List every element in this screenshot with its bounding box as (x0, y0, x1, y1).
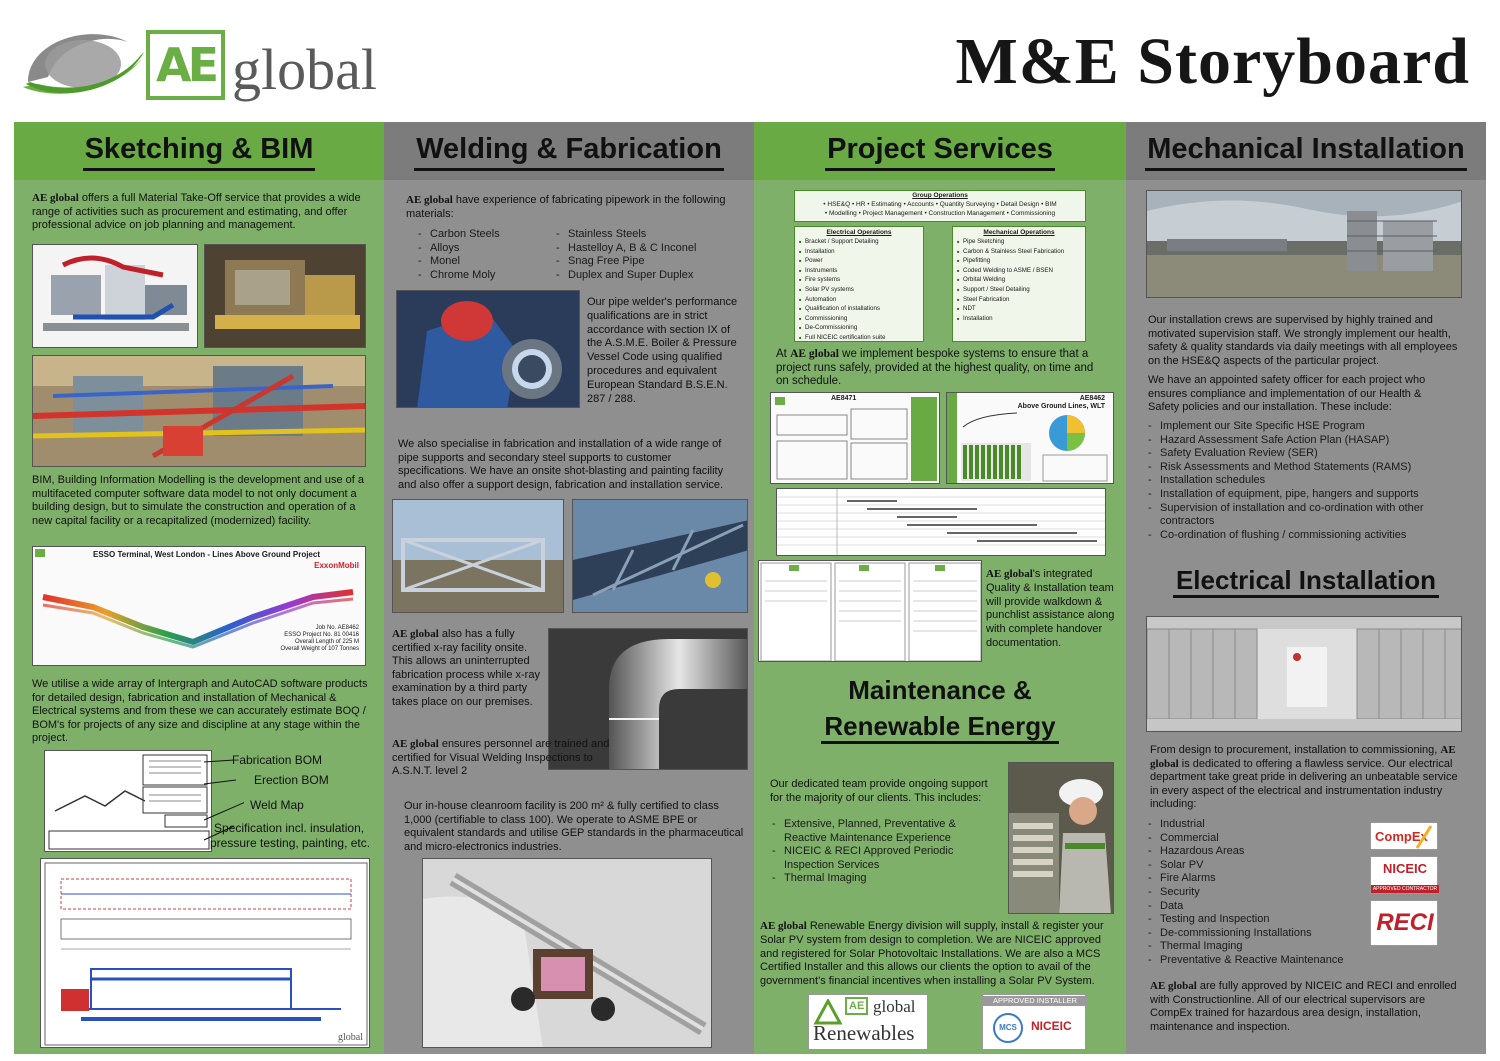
bullet-icon: ■ (799, 286, 802, 292)
bullet-icon: ■ (957, 277, 960, 283)
gantt-schedule-document (776, 488, 1106, 556)
list-item: - Duplex and Super Duplex (556, 269, 746, 283)
group-operations-line: • Modelling • Project Management • Construction Management • Commissioning (824, 210, 1056, 217)
quality-paragraph (986, 568, 1122, 651)
progress-document-ae8462 (946, 392, 1114, 484)
bullet-icon: ■ (799, 296, 802, 302)
weld-map-label: Weld Map (250, 798, 304, 812)
visual-inspection-paragraph (392, 738, 632, 779)
operations-item: ■ De-Commissioning (799, 324, 858, 332)
approval-text: are fully approved by NICEIC and RECI and enrolled with Constructionline. All of our electrical supervisors are CompEx trained for hazardous area design, installation, maintenance and inspection. (1150, 980, 1457, 1033)
electrical-operations-list (799, 237, 919, 342)
column-heading: Sketching & BIM (83, 132, 316, 171)
column-project-services (754, 122, 1126, 1054)
bullet-icon: ■ (957, 315, 960, 321)
visual-inspection-text: ensures personnel are trained and certified for Visual Welding Inspections to A.S.N.T. level 2 (392, 738, 610, 778)
list-item: - Testing and Inspection (1148, 913, 1368, 927)
switchroom-photo (1146, 616, 1462, 732)
document-title: Above Ground Lines, WLT (1017, 403, 1105, 410)
operations-item: ■ Coded Welding to ASME / BSEN (957, 266, 1053, 274)
electrical-installation-heading-text: Electrical Installation (1173, 565, 1439, 598)
bullet-icon: ■ (957, 286, 960, 292)
approved-installer-label: APPROVED INSTALLER (983, 996, 1087, 1006)
bullet-icon: ■ (799, 325, 802, 331)
list-item: - Co-ordination of flushing / commissioning activities (1148, 529, 1448, 543)
page-title: M&E Storyboard (955, 25, 1470, 98)
materials-intro-text: have experience of fabricating pipework in the following materials: (406, 194, 726, 220)
brand-name: AE global (392, 628, 439, 640)
logo-ae-mark: AE (146, 30, 225, 100)
list-item: - Snag Free Pipe (556, 255, 746, 269)
column-installation (1126, 122, 1486, 1054)
operations-item: ■ Carbon & Stainless Steel Fabrication (957, 247, 1065, 255)
operations-item: ■ Pipe Sketching (957, 238, 1005, 245)
compex-flash-icon (1415, 824, 1435, 850)
materials-intro (406, 194, 736, 221)
column-heading: Project Services (825, 132, 1055, 171)
list-item: - Chrome Moly (418, 269, 558, 283)
mechanical-safety-list (1148, 420, 1448, 542)
compex-logo-text: CompEx (1375, 829, 1428, 844)
bullet-icon: ■ (957, 296, 960, 302)
erection-bom-label: Erection BOM (254, 773, 329, 787)
safety-officer-paragraph: We have an appointed safety officer for each project who ensures compliance and implementation of our Health & Safety policies and our installation. These include: (1148, 374, 1426, 414)
operations-item: ■ Power (799, 257, 823, 265)
logo-ae-mark: AE (845, 997, 868, 1015)
operations-item: ■ Installation (799, 247, 835, 255)
list-item: - Commercial (1148, 832, 1368, 846)
cleanroom-photo (422, 858, 712, 1048)
approved-installer-badge (982, 994, 1086, 1050)
bullet-icon: ■ (799, 258, 802, 264)
document-code: AE8462 (1079, 395, 1105, 402)
list-item: - Hazardous Areas (1148, 845, 1368, 859)
operations-item: ■ Support / Steel Detailing (957, 285, 1030, 293)
industrial-site-photo (1146, 190, 1462, 298)
approval-paragraph (1150, 980, 1460, 1034)
page-header (0, 0, 1500, 122)
operations-item: ■ Installation (957, 314, 993, 322)
maintenance-heading-line1: Maintenance & (848, 675, 1032, 705)
job-sheet-document-ae8471 (770, 392, 940, 484)
esso-project-number: ESSO Project No. 81 00416 (284, 632, 359, 638)
column-heading: Welding & Fabrication (414, 132, 724, 171)
electrical-intro-paragraph (1150, 744, 1466, 812)
bullet-icon: ■ (957, 306, 960, 312)
esso-lines-drawing (32, 546, 366, 666)
bullet-icon: ■ (799, 248, 802, 254)
operations-item: ■ NDT (957, 305, 976, 313)
operations-item: ■ Full NICEIC certification suite (799, 333, 886, 341)
bullet-icon: ■ (799, 267, 802, 273)
esso-weight: Overall Weight of 107 Tonnes (280, 646, 359, 652)
renewable-paragraph (760, 920, 1120, 989)
list-item: - Monel (418, 255, 558, 269)
list-item: - Industrial (1148, 818, 1368, 832)
bespoke-text: we implement bespoke systems to ensure that a project runs safely, provided at the highest quality, on time and on schedule. (776, 348, 1094, 387)
bullet-icon: ■ (799, 306, 802, 312)
plan-elevation-drawing (40, 858, 370, 1048)
list-item: - Stainless Steels (556, 228, 746, 242)
column-header (754, 122, 1126, 180)
pressure-testing-label: pressure testing, painting, etc. (210, 836, 371, 850)
renewable-text: Renewable Energy division will supply, install & register your Solar PV system from design to completion. We are NICEIC approved and registered for Solar Photovoltaic Installations. We are also a MCS Certified Installer and this allows our clients the option to avail of the government's financial incentives when installing a Solar PV System. (760, 920, 1104, 988)
list-item: - Alloys (418, 242, 558, 256)
column-welding-fabrication (384, 122, 754, 1054)
electrical-intro-prefix: From design to procurement, installation to commissioning, (1150, 744, 1441, 756)
bullet-icon: ■ (957, 258, 960, 264)
bullet-icon: ■ (957, 239, 960, 244)
niceic-approved-contractor-logo (1370, 856, 1438, 894)
list-item: - Extensive, Planned, Preventative & Reactive Maintenance Experience (772, 818, 982, 845)
materials-list-right (556, 228, 746, 282)
skid-photo-image (204, 244, 366, 348)
list-item: - De-commissioning Installations (1148, 927, 1368, 941)
mcs-logo: MCS (993, 1013, 1023, 1043)
electrical-installation-heading (1126, 562, 1486, 598)
maintenance-list (772, 818, 982, 886)
drawing-footer-logo: global (338, 1032, 363, 1043)
bespoke-paragraph (776, 348, 1106, 389)
group-operations-line: • HSE&Q • HR • Estimating • Accounts • Quantity Surveying • Detail Design • BIM (823, 201, 1057, 208)
list-item: - Thermal Imaging (1148, 940, 1368, 954)
maintenance-intro: Our dedicated team provide ongoing support for the majority of our clients. This includes: (770, 778, 988, 804)
brand-name: AE global (760, 920, 807, 932)
list-item: - Installation of equipment, pipe, hangers and supports (1148, 488, 1448, 502)
xray-paragraph (392, 628, 542, 710)
list-item: - Supervision of installation and co-ordination with other contractors (1148, 502, 1448, 529)
group-operations-title: Group Operations (912, 192, 968, 199)
brand-name: AE global (986, 568, 1033, 580)
intro-paragraph (32, 192, 372, 233)
reci-logo-text: RECI (1376, 909, 1434, 936)
list-item: - Hastelloy A, B & C Inconel (556, 242, 746, 256)
renewables-logo-word1: global (873, 997, 916, 1016)
document-code: AE8471 (831, 395, 857, 402)
operations-item: ■ Fire systems (799, 276, 841, 284)
niceic-logo-text: NICEIC (1382, 861, 1428, 876)
electrical-operations-box (794, 226, 924, 342)
operations-item: ■ Bracket / Support Detailing (799, 238, 879, 245)
brand-name: AE global (1150, 744, 1456, 770)
bim-paragraph: BIM, Building Information Modelling is the development and use of a multifaceted computer software data model to not only document a building design, but to simulate the construction and operation of a new capital facility or a recapitalized (modernized) facility. (32, 474, 365, 527)
niceic-logo: NICEIC (1031, 1019, 1072, 1033)
specification-label: Specification incl. insulation, (214, 821, 365, 835)
bullet-icon: ■ (799, 334, 802, 340)
ae-renewables-logo (808, 994, 928, 1050)
operations-item: ■ Orbital Welding (957, 276, 1006, 284)
list-item: - Implement our Site Specific HSE Program (1148, 420, 1448, 434)
list-item: - Data (1148, 900, 1368, 914)
operations-item: ■ Qualification of installations (799, 305, 880, 313)
maintenance-heading (754, 672, 1126, 744)
column-header (14, 122, 384, 180)
bim-3d-plant-image (32, 355, 366, 467)
logo-swoosh-icon (18, 22, 148, 102)
list-item: - Fire Alarms (1148, 872, 1368, 886)
approved-contractor-label: APPROVED CONTRACTOR (1372, 886, 1438, 892)
electrician-photo (1008, 762, 1114, 914)
bullet-icon: ■ (799, 277, 802, 283)
electrical-operations-title: Electrical Operations (826, 229, 892, 236)
compex-logo (1370, 822, 1438, 850)
brand-name: AE global (790, 348, 839, 360)
welder-qualification-paragraph: Our pipe welder's performance qualifications are in strict accordance with section IX of the A.S.M.E. Boiler & Pressure Vessel Code using qualified procedures and equivalent European Standard B.S.E.N. 287 / 288. (587, 296, 738, 405)
list-item: - Security (1148, 886, 1368, 900)
steel-frame-photo (392, 499, 564, 613)
fabrication-bom-label: Fabrication BOM (232, 753, 323, 767)
esso-drawing-title: ESSO Terminal, West London - Lines Above Ground Project (93, 550, 320, 559)
list-item: - Safety Evaluation Review (SER) (1148, 447, 1448, 461)
logo-wordmark: global (232, 37, 377, 102)
list-item: - Solar PV (1148, 859, 1368, 873)
brand-name: AE global (392, 738, 439, 750)
brand-name: AE global (1150, 980, 1197, 992)
electrical-services-list (1148, 818, 1368, 968)
intro-text: offers a full Material Take-Off service that provides a wide range of activities such as procurement and estimating, and offer professional advice on job planning and management. (32, 192, 361, 232)
operations-item: ■ Solar PV systems (799, 285, 854, 293)
list-item: - Installation schedules (1148, 474, 1448, 488)
column-heading: Mechanical Installation (1145, 132, 1466, 171)
supports-paragraph: We also specialise in fabrication and installation of a wide range of pipe supports and secondary steel supports to customer specifications. We have an onsite shot-blasting and painting facility and also offer a support design, fabrication and installation service. (398, 438, 724, 491)
bullet-icon: ■ (799, 315, 802, 321)
column-header (1126, 122, 1486, 180)
mechanical-operations-list (957, 237, 1081, 323)
list-item: - NICEIC & RECI Approved Periodic Inspection Services (772, 845, 982, 872)
operations-item: ■ Automation (799, 295, 837, 303)
reci-logo (1370, 900, 1438, 946)
renewables-logo-word2: Renewables (813, 1021, 915, 1045)
bullet-icon: ■ (799, 239, 802, 244)
cleanroom-paragraph: Our in-house cleanroom facility is 200 m² & fully certified to class 1,000 (certifiable to class 100). We operate to ASME BPE or equivalent standards and utilise GEP standards in the pharmaceutical and micro-electronics industries. (404, 800, 744, 853)
brand-name: AE global (32, 192, 79, 204)
column-sketching-bim (14, 122, 384, 1054)
list-item: - Hazard Assessment Safe Action Plan (HASAP) (1148, 434, 1448, 448)
supervision-paragraph: Our installation crews are supervised by highly trained and motivated supervision staff. We strongly implement our health, safety & quality standards via daily meetings with all employees on the HSE&Q aspects of the particular project. (1148, 314, 1458, 367)
exxonmobil-logo: ExxonMobil (314, 561, 359, 570)
xray-text: also has a fully certified x-ray facility onsite. This allows an uninterrupted fabrication process while x-ray examination by a third party takes place on our premises. (392, 628, 540, 708)
materials-list-left (418, 228, 558, 282)
list-item: - Risk Assessments and Method Statements (RAMS) (1148, 461, 1448, 475)
software-paragraph: We utilise a wide array of Intergraph and AutoCAD software products for detailed design, fabrication and installation of Mechanical & Electrical systems and from these we can accurately estimate BOQ / BOM's for projects of any size and discipline at any stage within the project. (32, 678, 368, 745)
maintenance-heading-line2: Renewable Energy (821, 711, 1058, 744)
esso-drawing-info (281, 625, 360, 653)
electrical-intro-text: is dedicated to offering a flawless service. Our electrical department take great pride in delivering an unbeatable service in every aspect of the electrical and instrumentation industry including: (1150, 757, 1458, 811)
esso-job-number: Job No. AE8462 (315, 625, 359, 631)
bullet-icon: ■ (957, 248, 960, 254)
bim-skid-model-image (32, 244, 198, 348)
punchlist-documents (758, 560, 982, 662)
esso-length: Overall Length of 225 M (294, 639, 359, 645)
operations-item: ■ Pipefitting (957, 257, 991, 265)
ae-global-logo (18, 12, 388, 112)
bespoke-prefix: At (776, 348, 791, 360)
operations-item: ■ Instruments (799, 266, 838, 274)
operations-item: ■ Steel Fabrication (957, 295, 1010, 303)
group-operations-box (794, 190, 1086, 222)
column-header (384, 122, 754, 180)
list-item: - Preventative & Reactive Maintenance (1148, 954, 1368, 968)
bullet-icon: ■ (957, 267, 960, 273)
list-item: - Thermal Imaging (772, 872, 982, 886)
mechanical-operations-title: Mechanical Operations (983, 229, 1055, 236)
steel-lift-photo (572, 499, 748, 613)
list-item: - Carbon Steels (418, 228, 558, 242)
brand-name: AE global (406, 194, 453, 206)
quality-text: 's integrated Quality & Installation team will provide walkdown & punchlist assistance along with complete handover documentation. (986, 568, 1115, 649)
mechanical-operations-box (952, 226, 1086, 342)
operations-item: ■ Commissioning (799, 314, 848, 322)
welder-photo (396, 290, 580, 408)
